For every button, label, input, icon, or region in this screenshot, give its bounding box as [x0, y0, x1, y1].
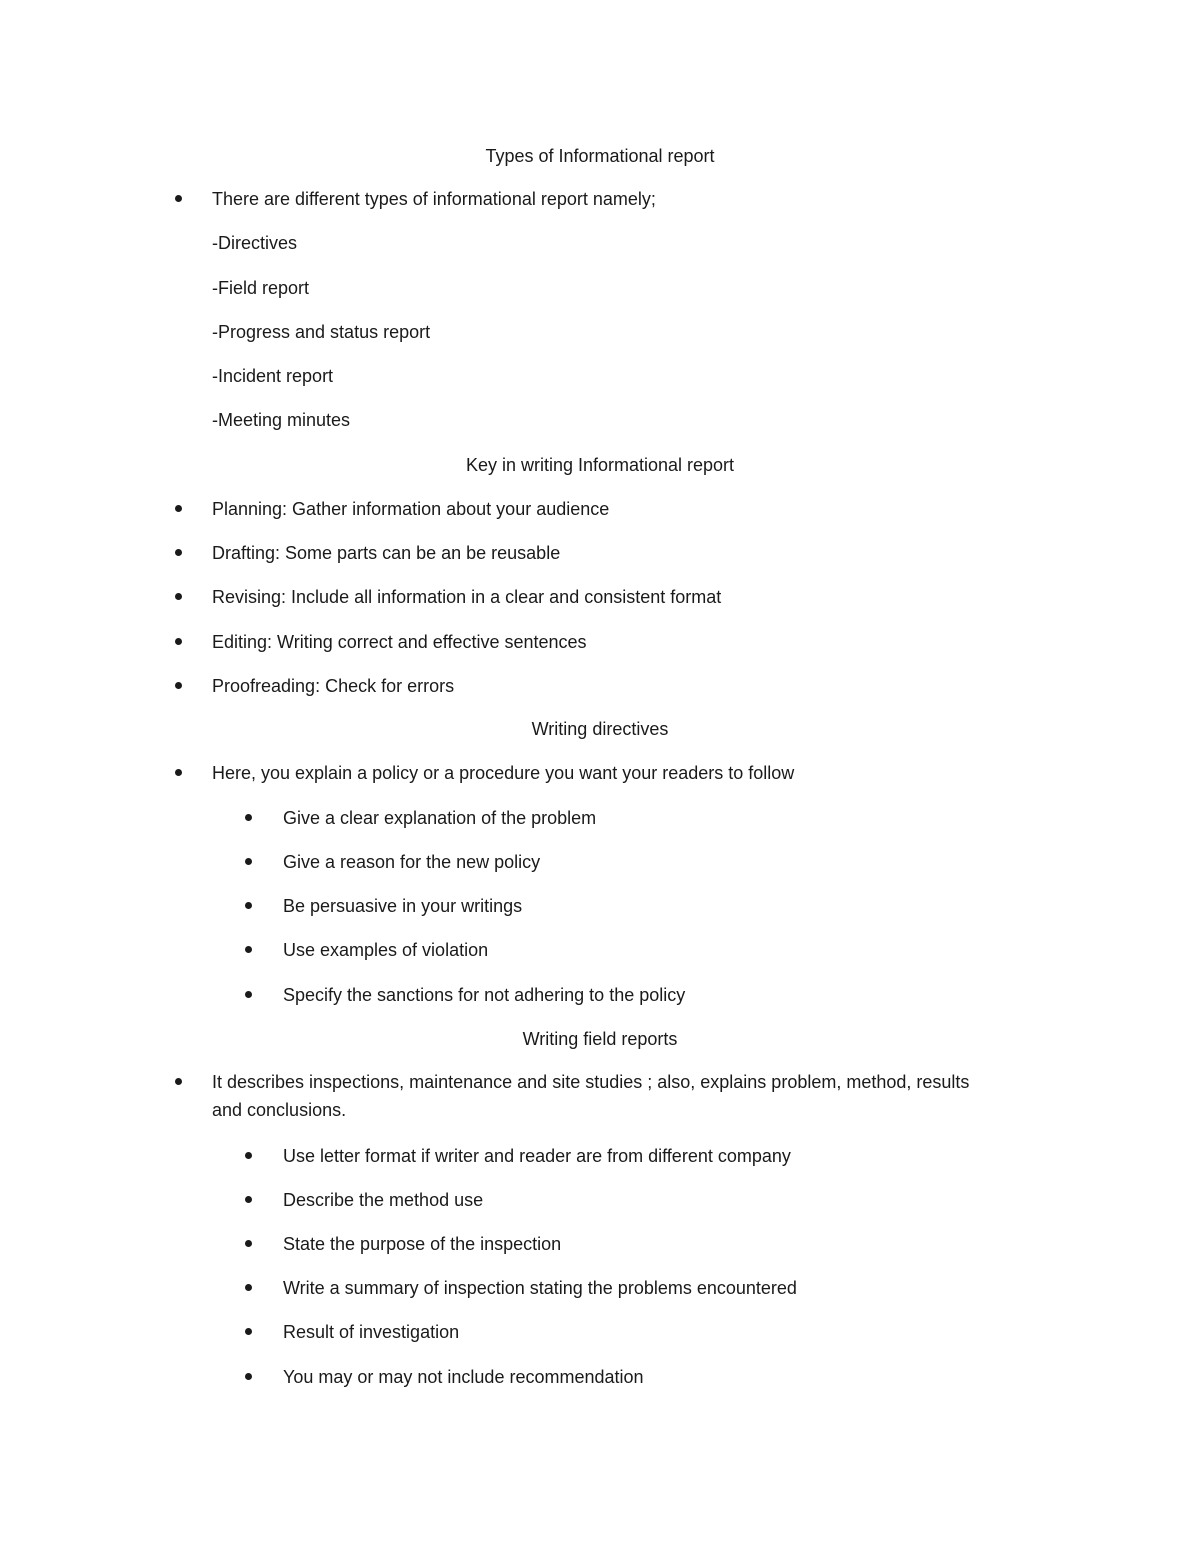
- bullet-icon: [175, 1078, 182, 1085]
- field-reports-intro-line-1: It describes inspections, maintenance and site studies ; also, explains problem, method, results: [212, 1072, 970, 1092]
- key-item: Editing: Writing correct and effective sentences: [212, 632, 587, 652]
- section-heading-directives: Writing directives: [531, 719, 669, 739]
- field-reports-intro-line-2: and conclusions.: [212, 1100, 347, 1120]
- directive-item: Give a reason for the new policy: [283, 852, 541, 872]
- type-item: -Progress and status report: [212, 322, 431, 342]
- key-item: Proofreading: Check for errors: [212, 676, 455, 696]
- type-item: -Field report: [212, 278, 310, 298]
- type-item: -Meeting minutes: [212, 410, 351, 430]
- key-item: Drafting: Some parts can be an be reusable: [212, 543, 561, 563]
- bullet-icon: [245, 1373, 252, 1380]
- field-report-item: State the purpose of the inspection: [283, 1234, 562, 1254]
- directive-item: Use examples of violation: [283, 940, 489, 960]
- section-heading-key: Key in writing Informational report: [465, 455, 735, 475]
- field-report-item: Result of investigation: [283, 1322, 460, 1342]
- field-report-item: You may or may not include recommendation: [283, 1367, 644, 1387]
- bullet-icon: [245, 1328, 252, 1335]
- bullet-icon: [175, 769, 182, 776]
- bullet-icon: [245, 902, 252, 909]
- section-heading-types: Types of Informational report: [485, 146, 715, 166]
- directive-item: Specify the sanctions for not adhering to the policy: [283, 985, 686, 1005]
- types-intro: There are different types of informational report namely;: [212, 189, 656, 209]
- bullet-icon: [245, 946, 252, 953]
- bullet-icon: [245, 1152, 252, 1159]
- directive-item: Be persuasive in your writings: [283, 896, 523, 916]
- key-item: Revising: Include all information in a clear and consistent format: [212, 587, 722, 607]
- bullet-icon: [175, 638, 182, 645]
- key-item: Planning: Gather information about your audience: [212, 499, 610, 519]
- bullet-icon: [245, 1284, 252, 1291]
- field-report-item: Write a summary of inspection stating the problems encountered: [283, 1278, 797, 1298]
- type-item: -Directives: [212, 233, 298, 253]
- bullet-icon: [175, 505, 182, 512]
- field-report-item: Describe the method use: [283, 1190, 484, 1210]
- bullet-icon: [245, 1196, 252, 1203]
- bullet-icon: [175, 195, 182, 202]
- type-item: -Incident report: [212, 366, 334, 386]
- bullet-icon: [175, 682, 182, 689]
- bullet-icon: [245, 1240, 252, 1247]
- directives-intro: Here, you explain a policy or a procedure you want your readers to follow: [212, 763, 795, 783]
- bullet-icon: [245, 858, 252, 865]
- bullet-icon: [175, 593, 182, 600]
- field-report-item: Use letter format if writer and reader are from different company: [283, 1146, 791, 1166]
- bullet-icon: [245, 814, 252, 821]
- bullet-icon: [175, 549, 182, 556]
- section-heading-field-reports: Writing field reports: [522, 1029, 678, 1049]
- directive-item: Give a clear explanation of the problem: [283, 808, 597, 828]
- bullet-icon: [245, 991, 252, 998]
